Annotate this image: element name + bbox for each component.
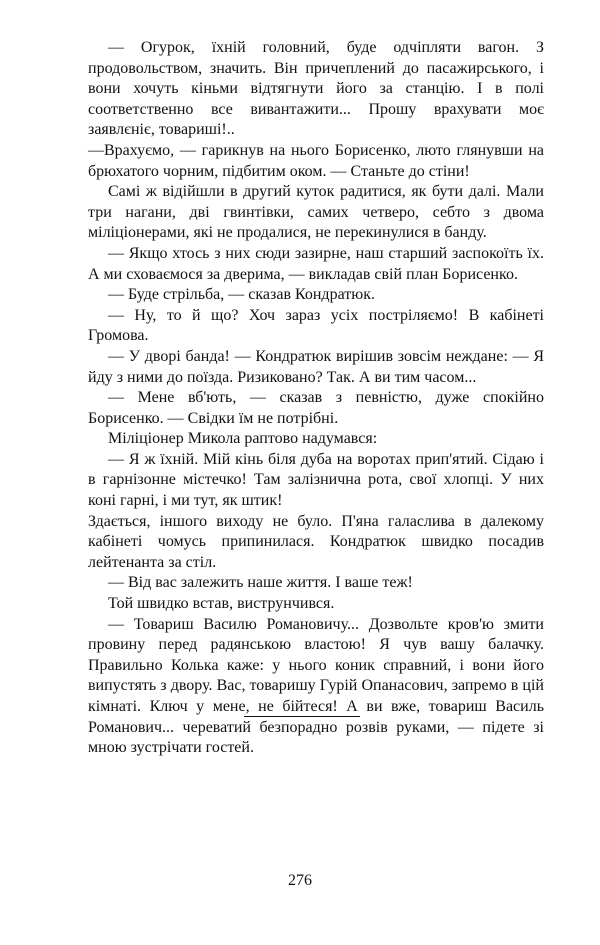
- page-text: [88, 38, 544, 759]
- section-divider: [244, 716, 360, 717]
- paragraph: Самі ж відійшли в другий куток радитися, як бути далі. Мали три нагани, дві гвинтівки, самих четверо, себто з двома міліціонерами, які не продалися, не перекинулися в банду.: [88, 183, 544, 242]
- paragraph: —Врахуємо, — гарикнув на нього Борисенко, люто глянувши на брюхатого чорним, підбитим оком. — Станьте до стіни!: [88, 141, 544, 180]
- paragraph: — Від вас залежить наше життя. І ваше теж!: [108, 574, 413, 592]
- paragraph: — У дворі банда! — Кондратюк вирішив зовсім неждане: — Я йду з ними до поїзда. Ризиковано? Так. А ви тим часом...: [88, 347, 544, 386]
- paragraph: — Ну, то й що? Хоч зараз усіх постріляємо! В кабінеті Громова.: [88, 306, 544, 345]
- paragraph: Міліціонер Микола раптово надумався:: [108, 430, 378, 448]
- paragraph: Той швидко встав, виструнчився.: [108, 595, 335, 613]
- paragraph: — Я ж їхній. Мій кінь біля дуба на воротах прип'ятий. Сідаю і в гарнізонне містечко! Там залізнична рота, свої хлопці. У них коні гарні, і ми тут, як штик!: [88, 450, 544, 510]
- page-number: 276: [288, 872, 312, 889]
- paragraph: — Товариш Василю Романовичу... Дозвольте кров'ю змити провину перед радянською властою! Я чув вашу балачку. Правильно Колька каже: у нього коник справний, і вони його випустять з двору. Вас, товаришу Гурій Опанасович, запремо в цій кімнаті. Ключ у мене, не бійтеся! А ви вже, товариш Василь Романович... череватий безпорадно розвів руками, — підете зі мною зустрічати гостей.: [88, 615, 544, 757]
- paragraph: — Якщо хтось з них сюди зазирне, наш старший заспокоїть їх. А ми сховаємося за дверима, — викладав свій план Борисенко.: [88, 244, 544, 283]
- paragraph: — Огурок, їхній головний, буде одчіпляти вагон. З продовольством, значить. Він причеплений до пасажирського, і вони хочуть кіньми відтягнути його за станцію. І в полі соответственно все вивантажити... Прошу врахувати моє заявлєніє, товариші!..: [88, 39, 544, 139]
- paragraph: Здається, іншого виходу не було. П'яна галаслива в далекому кабінеті чомусь припинилася. Кондратюк швидко посадив лейтенанта за стіл.: [88, 512, 544, 571]
- paragraph: — Мене вб'ють, — сказав з певністю, дуже спокійно Борисенко. — Свідки їм не потрібні.: [88, 389, 544, 427]
- paragraph: — Буде стрільба, — сказав Кондратюк.: [108, 286, 375, 304]
